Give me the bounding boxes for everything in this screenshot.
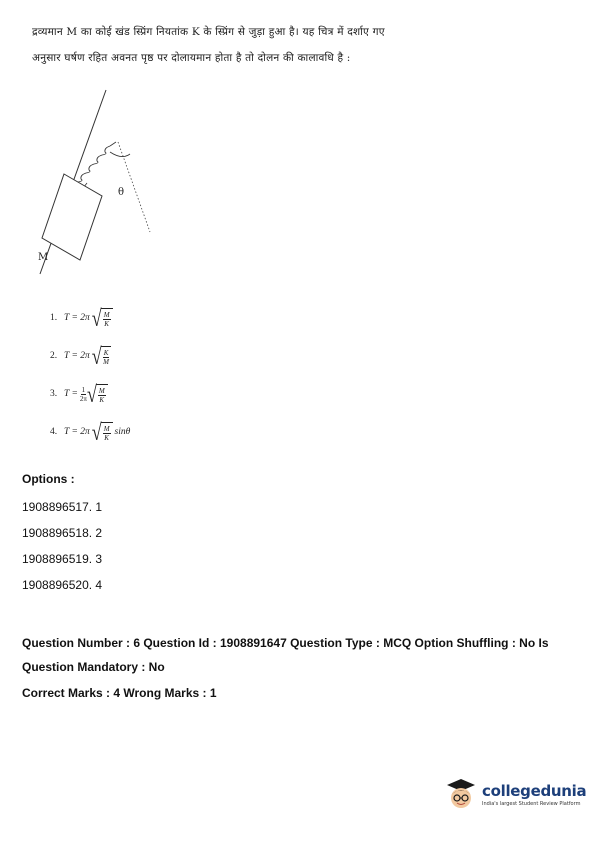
marks-line: Correct Marks : 4 Wrong Marks : 1: [22, 686, 217, 700]
inclined-plane-figure: [30, 82, 170, 277]
formula-lhs: T =: [64, 389, 78, 399]
question-meta-line-1: Question Number : 6 Question Id : 1908891647 Question Type : MCQ Option Shuffling : No Is: [22, 636, 549, 650]
question-meta-line-2: Question Mandatory : No: [22, 660, 165, 674]
option-3[interactable]: 1908896519. 3: [22, 552, 103, 566]
square-root: √ $\frac{M}{K}$: [92, 308, 113, 328]
formula-option-2: [50, 343, 111, 369]
formula-lhs: T = 2π: [64, 351, 90, 361]
fraction: $\frac{M}{K}$: [98, 387, 105, 404]
formula-suffix: sinθ: [114, 427, 131, 437]
formula-number: 3.: [50, 389, 58, 399]
fraction: $\frac{M}{K}$: [103, 311, 110, 328]
square-root: √ $\frac{K}{M}$: [92, 346, 112, 366]
formula-option-3: [50, 381, 108, 407]
question-text-line-1: द्रव्यमान M का कोई खंड स्प्रिंग नियतांक K के स्प्रिंग से जुड़ा हुआ है। यह चित्र में दर्शाए गए: [32, 26, 385, 38]
formula-number: 4.: [50, 427, 58, 437]
logo-text: [482, 782, 586, 807]
spring-top: [110, 142, 116, 146]
mass-label: M: [38, 252, 49, 263]
square-root: √ $\frac{M}{K}$: [87, 384, 108, 404]
formula-number: 2.: [50, 351, 58, 361]
angle-label: θ: [118, 187, 125, 198]
options-heading: Options :: [22, 472, 75, 486]
option-2[interactable]: 1908896518. 2: [22, 526, 103, 540]
formula-lhs: T = 2π: [64, 427, 90, 437]
mascot-icon: [444, 776, 478, 812]
formula-option-1: [50, 305, 113, 331]
formula-lhs: T = 2π: [64, 313, 90, 323]
fraction: $\frac{K}{M}$: [103, 349, 109, 366]
square-root: √ $\frac{M}{K}$: [92, 422, 113, 442]
option-1[interactable]: 1908896517. 1: [22, 500, 103, 514]
logo-tagline: India's largest Student Review Platform: [482, 800, 581, 807]
logo-name: collegedunia: [482, 781, 587, 800]
mass-block: [42, 174, 102, 260]
fraction: $\frac{M}{K}$: [103, 425, 110, 442]
option-4[interactable]: 1908896520. 4: [22, 578, 103, 592]
collegedunia-logo[interactable]: [444, 776, 586, 812]
formula-number: 1.: [50, 313, 58, 323]
question-text-line-2: अनुसार घर्षण रहित अवनत पृष्ठ पर दोलायमान होता है तो दोलन की कालावधि है :: [32, 52, 351, 64]
formula-option-4: [50, 419, 131, 445]
angle-arc: [110, 152, 130, 157]
coefficient-fraction: $\frac{1}{2\pi}$: [79, 385, 87, 403]
